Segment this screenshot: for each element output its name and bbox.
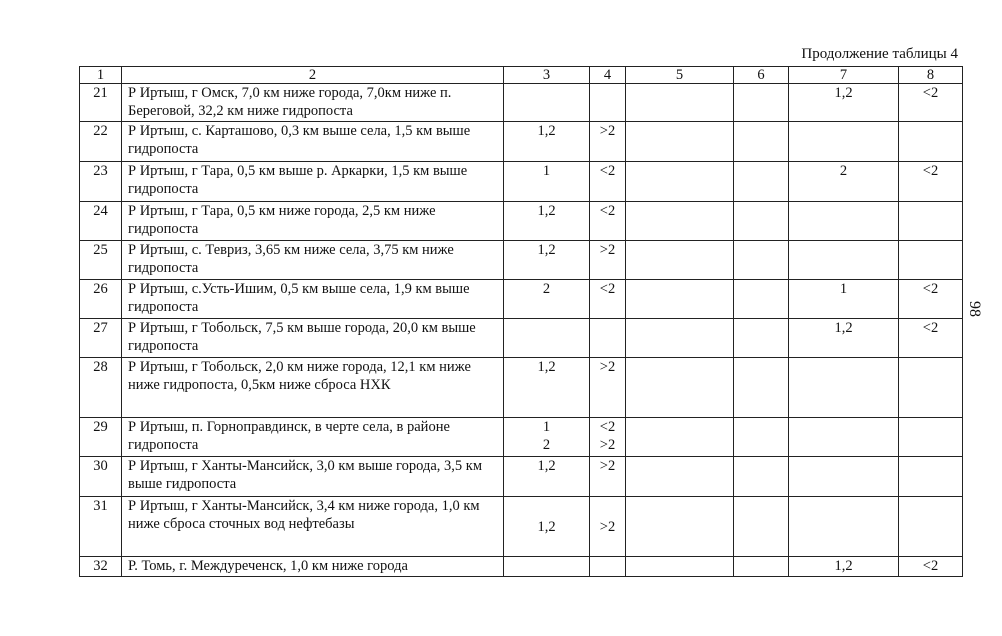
cell-col7: [789, 418, 899, 457]
cell-col5: [626, 557, 734, 577]
table-caption: Продолжение таблицы 4: [801, 46, 958, 62]
cell-col6: [734, 319, 789, 358]
cell-col4-line2: >2: [599, 437, 616, 453]
cell-col5: [626, 497, 734, 557]
cell-col4: <2: [590, 162, 626, 202]
cell-col8: <2: [899, 319, 963, 358]
row-number: 32: [80, 557, 122, 577]
cell-col3: 1,2: [504, 202, 590, 241]
cell-col6: [734, 280, 789, 319]
cell-col3: 1,2: [504, 457, 590, 497]
row-number: 30: [80, 457, 122, 497]
header-cell: 2: [122, 67, 504, 84]
header-cell: 5: [626, 67, 734, 84]
cell-col8: <2: [899, 280, 963, 319]
row-description: Р Иртыш, г Тобольск, 2,0 км ниже города, 12,1 км ниже ниже гидропоста, 0,5км ниже сброса НХК: [122, 358, 504, 418]
table-row: [80, 319, 963, 358]
cell-col8: <2: [899, 84, 963, 122]
cell-col3-line1: 1: [542, 419, 551, 435]
row-number: 22: [80, 122, 122, 162]
row-description: Р Иртыш, г Тара, 0,5 км ниже города, 2,5 км ниже гидропоста: [122, 202, 504, 241]
cell-col4: [590, 557, 626, 577]
cell-col6: [734, 202, 789, 241]
data-table: [79, 66, 963, 577]
header-cell: 1: [80, 67, 122, 84]
header-row: [80, 67, 963, 84]
table-row: [80, 241, 963, 280]
cell-col4-line1: <2: [599, 419, 616, 435]
cell-col3: [504, 319, 590, 358]
cell-col7: [789, 241, 899, 280]
row-number: 23: [80, 162, 122, 202]
cell-col6: [734, 162, 789, 202]
cell-col6: [734, 457, 789, 497]
cell-col8: <2: [899, 557, 963, 577]
cell-col3: 1,2: [504, 122, 590, 162]
header-cell: 4: [590, 67, 626, 84]
row-number: 21: [80, 84, 122, 122]
table-row: [80, 457, 963, 497]
cell-col6: [734, 418, 789, 457]
table-row: [80, 358, 963, 418]
cell-col4: >2: [590, 457, 626, 497]
cell-col8: [899, 241, 963, 280]
cell-col6: [734, 358, 789, 418]
cell-col7: 1,2: [789, 557, 899, 577]
row-description: Р Иртыш, п. Горноправдинск, в черте села, в районе гидропоста: [122, 418, 504, 457]
cell-col5: [626, 358, 734, 418]
table-row: [80, 418, 963, 457]
cell-col8: [899, 358, 963, 418]
cell-col4: >2: [590, 241, 626, 280]
cell-col3: [504, 557, 590, 577]
cell-col6: [734, 122, 789, 162]
cell-col3: 2: [504, 280, 590, 319]
cell-col8: [899, 457, 963, 497]
page-number: 98: [966, 301, 983, 317]
cell-col3-line2: 2: [542, 437, 551, 453]
cell-col4: <2: [590, 280, 626, 319]
row-description: Р Иртыш, с. Карташово, 0,3 км выше села, 1,5 км выше гидропоста: [122, 122, 504, 162]
row-number: 27: [80, 319, 122, 358]
row-description: Р Иртыш, с.Усть-Ишим, 0,5 км выше села, 1,9 км выше гидропоста: [122, 280, 504, 319]
cell-col6: [734, 497, 789, 557]
row-description: Р Иртыш, г Ханты-Мансийск, 3,4 км ниже города, 1,0 км ниже сброса сточных вод нефтебазы: [122, 497, 504, 557]
cell-col5: [626, 241, 734, 280]
cell-col6: [734, 84, 789, 122]
row-description: Р. Томь, г. Междуреченск, 1,0 км ниже города: [122, 557, 504, 577]
cell-col3: 1: [504, 162, 590, 202]
cell-col3: 1,2: [504, 497, 590, 557]
row-number: 29: [80, 418, 122, 457]
cell-col5: [626, 319, 734, 358]
cell-col6: [734, 241, 789, 280]
row-description: Р Иртыш, г Ханты-Мансийск, 3,0 км выше города, 3,5 км выше гидропоста: [122, 457, 504, 497]
cell-col8: [899, 202, 963, 241]
cell-col4: [590, 418, 626, 457]
header-cell: 6: [734, 67, 789, 84]
table-row: [80, 497, 963, 557]
row-description: Р Иртыш, с. Тевриз, 3,65 км ниже села, 3,75 км ниже гидропоста: [122, 241, 504, 280]
cell-col5: [626, 418, 734, 457]
table-row: [80, 162, 963, 202]
table-row: [80, 280, 963, 319]
cell-col4: >2: [590, 497, 626, 557]
cell-col7: 1,2: [789, 84, 899, 122]
cell-col7: [789, 202, 899, 241]
row-description: Р Иртыш, г Тобольск, 7,5 км выше города, 20,0 км выше гидропоста: [122, 319, 504, 358]
cell-col4: >2: [590, 358, 626, 418]
cell-col7: 2: [789, 162, 899, 202]
cell-col4: >2: [590, 122, 626, 162]
row-number: 24: [80, 202, 122, 241]
header-cell: 8: [899, 67, 963, 84]
cell-col5: [626, 84, 734, 122]
cell-col3: [504, 418, 590, 457]
row-number: 28: [80, 358, 122, 418]
table-row: [80, 557, 963, 577]
cell-col5: [626, 280, 734, 319]
cell-col3: 1,2: [504, 241, 590, 280]
cell-col5: [626, 162, 734, 202]
cell-col8: [899, 122, 963, 162]
header-cell: 7: [789, 67, 899, 84]
row-number: 26: [80, 280, 122, 319]
cell-col4: <2: [590, 202, 626, 241]
row-description: Р Иртыш, г Омск, 7,0 км ниже города, 7,0км ниже п. Береговой, 32,2 км ниже гидропоста: [122, 84, 504, 122]
cell-col5: [626, 457, 734, 497]
cell-col7: [789, 358, 899, 418]
cell-col8: [899, 418, 963, 457]
cell-col5: [626, 202, 734, 241]
cell-col6: [734, 557, 789, 577]
cell-col3: [504, 84, 590, 122]
cell-col7: [789, 497, 899, 557]
cell-col7: [789, 122, 899, 162]
cell-col4: [590, 319, 626, 358]
row-description: Р Иртыш, г Тара, 0,5 км выше р. Аркарки, 1,5 км выше гидропоста: [122, 162, 504, 202]
cell-col8: [899, 497, 963, 557]
cell-col8: <2: [899, 162, 963, 202]
table-row: [80, 84, 963, 122]
row-number: 25: [80, 241, 122, 280]
header-cell: 3: [504, 67, 590, 84]
cell-col3: 1,2: [504, 358, 590, 418]
table-row: [80, 122, 963, 162]
cell-col5: [626, 122, 734, 162]
cell-col4: [590, 84, 626, 122]
table-row: [80, 202, 963, 241]
cell-col7: [789, 457, 899, 497]
row-number: 31: [80, 497, 122, 557]
cell-col7: 1,2: [789, 319, 899, 358]
cell-col7: 1: [789, 280, 899, 319]
